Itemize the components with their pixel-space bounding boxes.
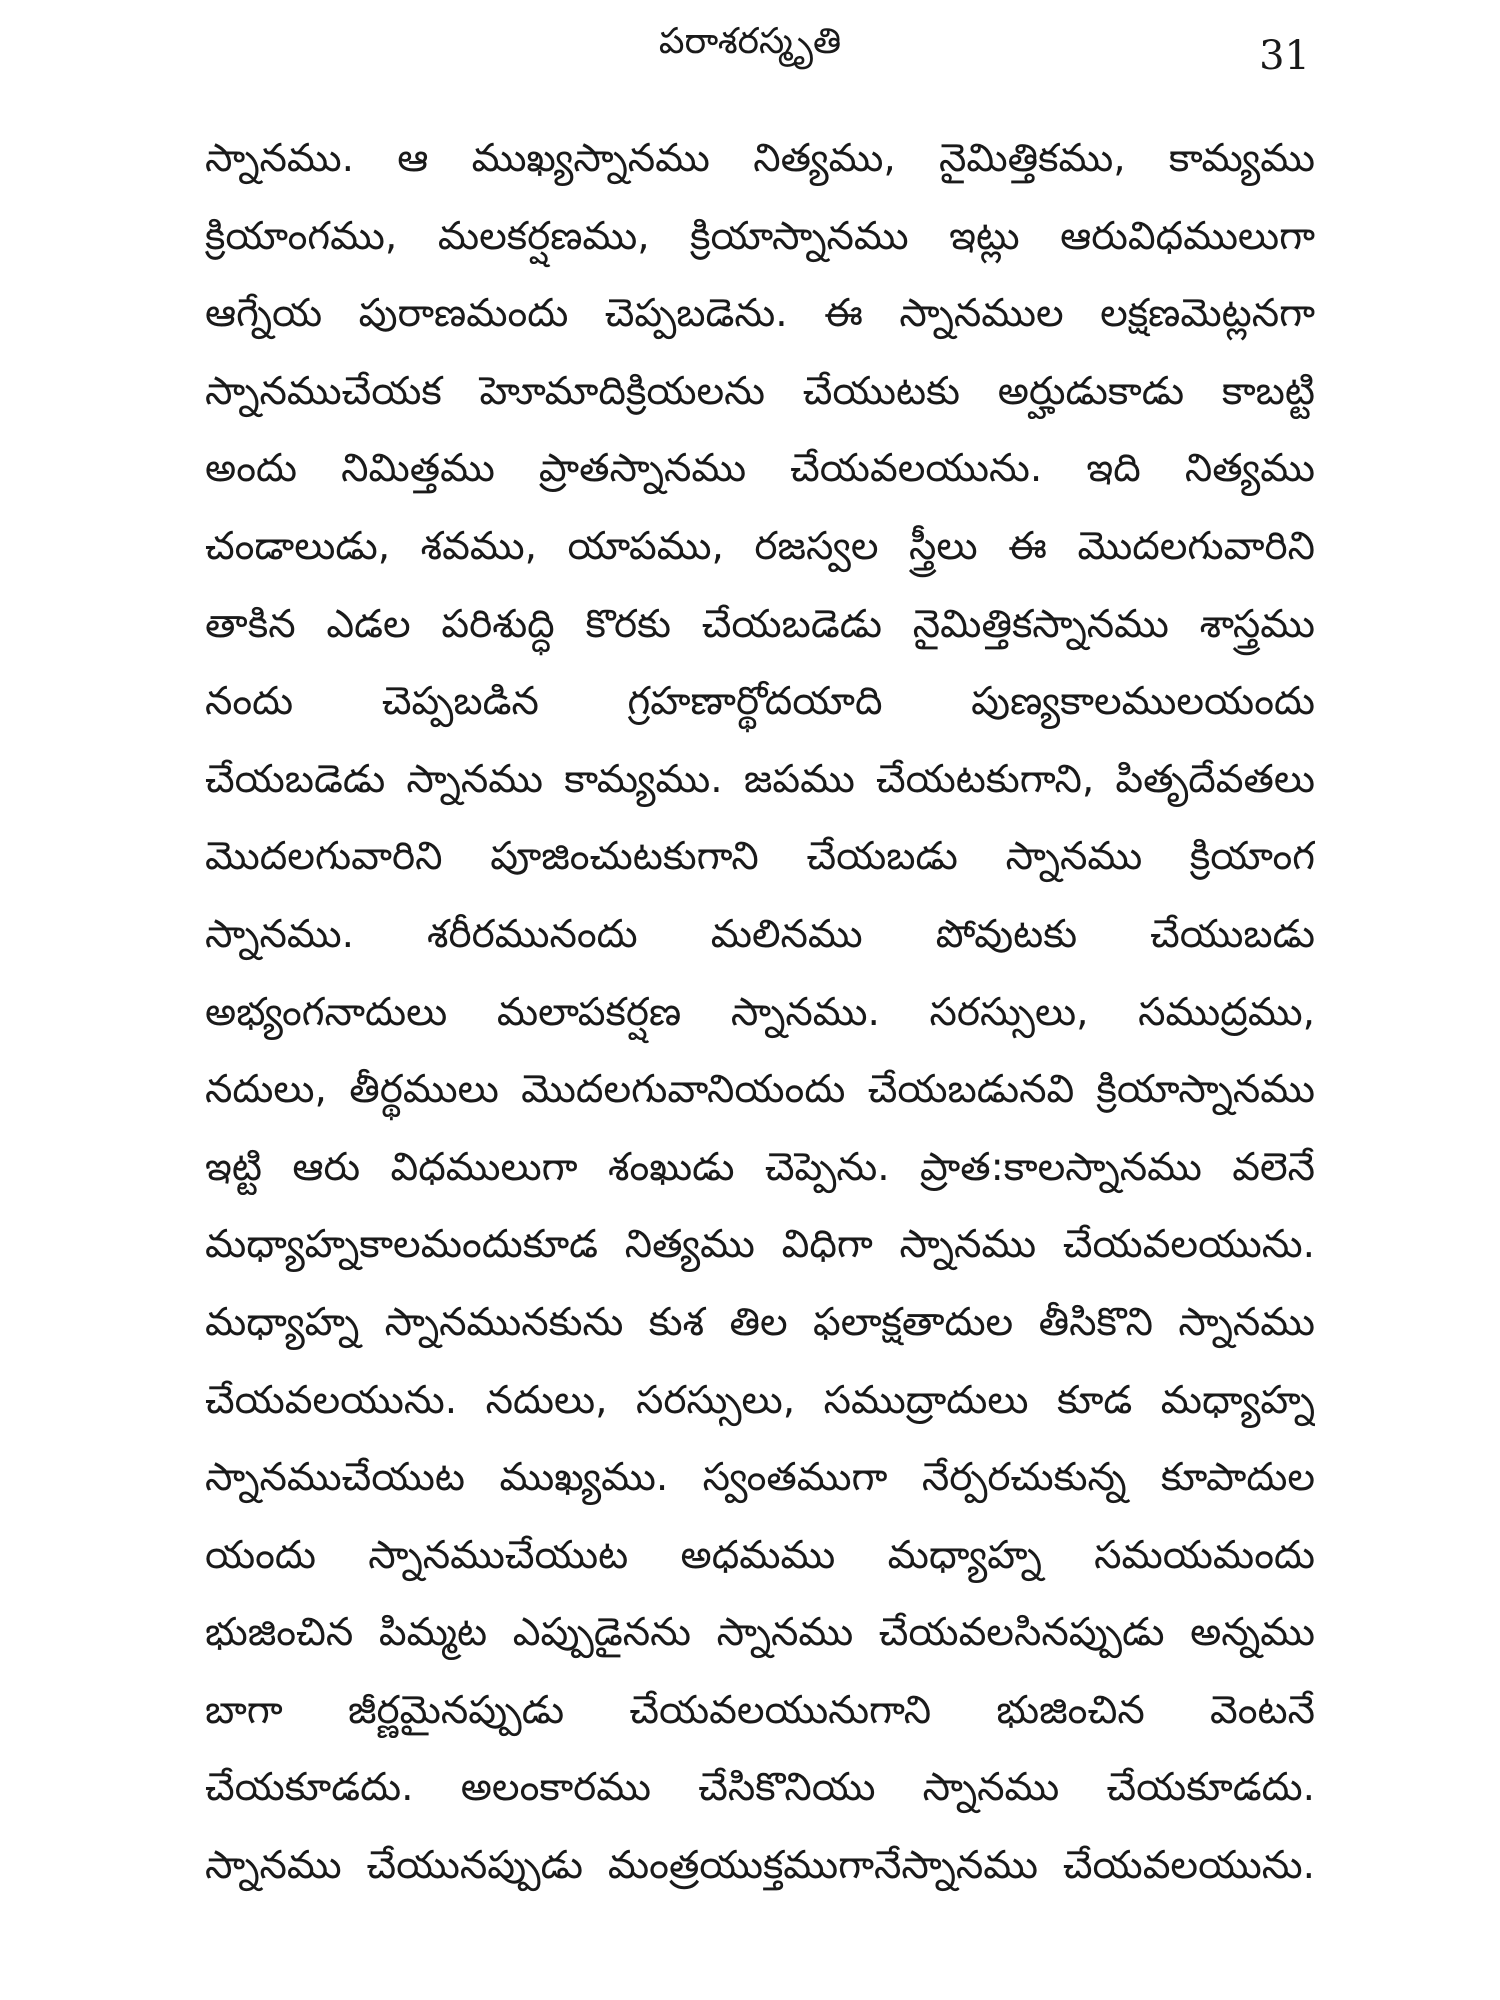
text-line: మొదలగువారిని పూజించుటకుగాని చేయబడు స్నానము క్రియాంగ xyxy=(205,834,1315,880)
text-line: నదులు, తీర్థములు మొదలగువానియందు చేయబడునవి క్రియాస్నానము xyxy=(205,1067,1315,1113)
text-line: స్నానము చేయునప్పుడు మంత్రయుక్తముగానేస్నానము చేయవలయును. xyxy=(205,1843,1315,1889)
text-line: తాకిన ఎడల పరిశుద్ధి కొరకు చేయబడెడు నైమిత్తికస్నానము శాస్త్రము xyxy=(205,601,1315,647)
body-text xyxy=(205,120,1315,1905)
running-title: పరాశరస్మృతి xyxy=(658,21,842,62)
text-line: అభ్యంగనాదులు మలాపకర్షణ స్నానము. సరస్సులు, సముద్రము, xyxy=(205,989,1315,1035)
text-line: ఆగ్నేయ పురాణమందు చెప్పబడెను. ఈ స్నానముల లక్షణమెట్లనగా xyxy=(205,291,1315,337)
text-line: మధ్యాహ్నకాలమందుకూడ నిత్యము విధిగా స్నానము చేయవలయును. xyxy=(205,1222,1315,1268)
text-line: స్నానము. ఆ ముఖ్యస్నానము నిత్యము, నైమిత్తికము, కామ్యము xyxy=(205,136,1315,181)
text-line: మధ్యాహ్న స్నానమునకును కుశ తిల ఫలాక్షతాదుల తీసికొని స్నానము xyxy=(205,1299,1315,1345)
text-line: యందు స్నానముచేయుట అధమము మధ్యాహ్న సమయమందు xyxy=(205,1532,1315,1578)
text-line: చేయవలయును. నదులు, సరస్సులు, సముద్రాదులు కూడ మధ్యాహ్న xyxy=(205,1377,1315,1423)
text-line: చండాలుడు, శవము, యాపము, రజస్వల స్త్రీలు ఈ మొదలగువారిని xyxy=(205,523,1315,569)
text-line: బాగా జీర్ణమైనప్పుడు చేయవలయునుగాని భుజించిన వెంటనే xyxy=(205,1687,1315,1733)
text-line: చేయకూడదు. అలంకారము చేసికొనియు స్నానము చేయకూడదు. xyxy=(205,1765,1315,1811)
running-head xyxy=(0,14,1500,84)
text-line: స్నానముచేయక హెూమాదిక్రియలను చేయుటకు అర్హుడుకాడు కాబట్టి xyxy=(205,368,1315,414)
text-line: స్నానము. శరీరమునందు మలినము పోవుటకు చేయుబడు xyxy=(205,911,1315,957)
text-line: స్నానముచేయుట ముఖ్యము. స్వంతముగా నేర్పరచుకున్న కూపాదుల xyxy=(205,1455,1315,1501)
page-number: 31 xyxy=(1259,33,1310,79)
text-line: అందు నిమిత్తము ప్రాతస్నానము చేయవలయును. ఇది నిత్యము xyxy=(205,446,1315,492)
text-line: చేయబడెడు స్నానము కామ్యము. జపము చేయటకుగాని, పితృదేవతలు xyxy=(205,756,1315,802)
text-line: భుజించిన పిమ్మట ఎప్పుడైనను స్నానము చేయవలసినప్పుడు అన్నము xyxy=(205,1610,1315,1656)
text-line: క్రియాంగము, మలకర్షణము, క్రియాస్నానము ఇట్లు ఆరువిధములుగా xyxy=(205,213,1315,259)
text-line: నందు చెప్పబడిన గ్రహణార్థోదయాది పుణ్యకాలములయందు xyxy=(205,679,1315,725)
text-line: ఇట్టి ఆరు విధములుగా శంఖుడు చెప్పెను. ప్రాత:కాలస్నానము వలెనే xyxy=(205,1144,1315,1190)
